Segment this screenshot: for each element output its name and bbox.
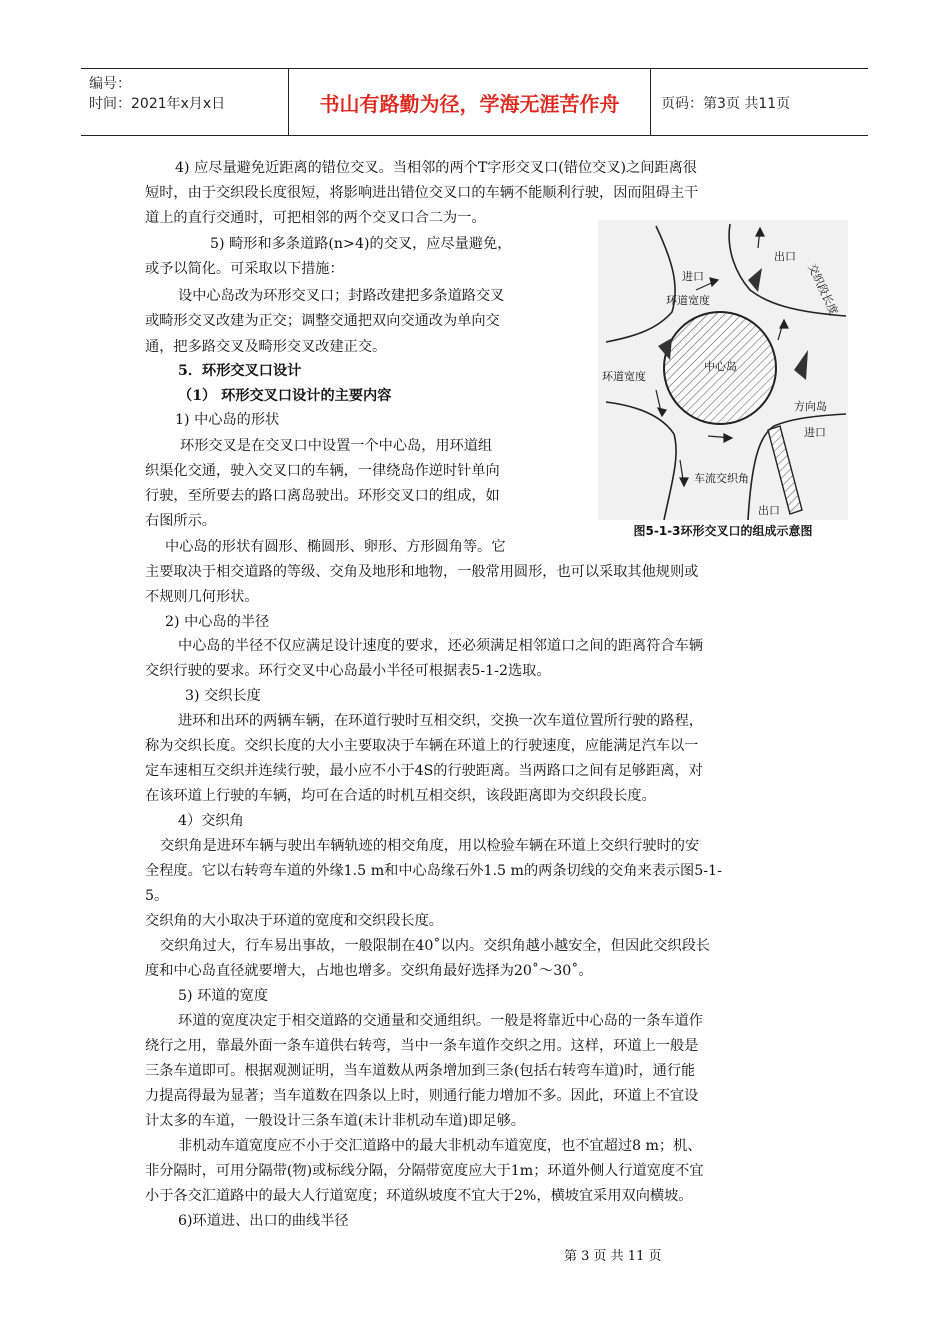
body-line: 交织角的大小取决于环道的宽度和交织段长度。 xyxy=(145,913,443,929)
item-heading: 6)环道进、出口的曲线半径 xyxy=(178,1213,349,1229)
body-line: 中心岛的半径不仅应满足设计速度的要求，还必须满足相邻道口之间的距离符合车辆 xyxy=(178,638,703,654)
body-line: 4) 应尽量避免近距离的错位交叉。当相邻的两个T字形交叉口(错位交叉)之间距离很 xyxy=(175,160,697,176)
body-line: 称为交织长度。交织长度的大小主要取决于车辆在环道上的行驶速度，应能满足汽车以一 xyxy=(145,738,699,754)
body-line: 5。 xyxy=(145,888,169,904)
figure-caption: 图5-1-3环形交叉口的组成示意图 xyxy=(633,524,813,538)
header-left-cell xyxy=(81,69,289,135)
body-line: 织渠化交通，驶入交叉口的车辆，一律绕岛作逆时针单向 xyxy=(145,463,500,479)
body-line: 计太多的车道，一般设计三条车道(未计非机动车道)即足够。 xyxy=(145,1113,525,1129)
item-heading: 1) 中心岛的形状 xyxy=(175,412,280,428)
body-line: 短时，由于交织段长度很短，将影响进出错位交叉口的车辆不能顺利行驶，因而阻碍主干 xyxy=(145,185,699,201)
body-line: 环形交叉是在交叉口中设置一个中心岛，用环道组 xyxy=(180,438,493,454)
label-exit-bottom: 出口 xyxy=(758,504,780,517)
body-line: 行驶，至所要去的路口离岛驶出。环形交叉口的组成，如 xyxy=(145,488,500,504)
body-line: 度和中心岛直径就要增大，占地也增多。交织角最好选择为20˚～30˚。 xyxy=(145,963,593,979)
label-center-island: 中心岛 xyxy=(704,360,737,373)
label-entrance-right: 进口 xyxy=(804,426,826,439)
body-line: 非机动车道宽度应不小于交汇道路中的最大非机动车道宽度，也不宜超过8 m；机、 xyxy=(178,1138,702,1154)
body-line: 绕行之用，靠最外面一条车道供右转弯，当中一条车道作交织之用。这样，环道上一般是 xyxy=(145,1038,699,1054)
body-line: 右图所示。 xyxy=(145,513,216,529)
body-line: 道上的直行交通时，可把相邻的两个交叉口合二为一。 xyxy=(145,210,486,226)
section-heading: 5．环形交叉口设计 xyxy=(178,363,302,379)
item-heading: 3) 交织长度 xyxy=(185,688,261,704)
header-page-number: 页码：第3页 共11页 xyxy=(661,96,791,112)
body-line: 小于各交汇道路中的最大人行道宽度；环道纵坡度不宜大于2%，横坡宜采用双向横坡。 xyxy=(145,1188,693,1204)
body-line: 交织角是进环车辆与驶出车辆轨迹的相交角度，用以检验车辆在环道上交织行驶时的安 xyxy=(160,838,700,854)
body-line: 全程度。它以右转弯车道的外缘1.5 m和中心岛缘石外1.5 m的两条切线的交角来表示图5-1- xyxy=(145,863,722,879)
label-ring-width-top: 环道宽度 xyxy=(666,294,710,307)
item-heading: 2) 中心岛的半径 xyxy=(165,614,270,630)
body-line: 主要取决于相交道路的等级、交角及地形和地物，一般常用圆形，也可以采取其他规则或 xyxy=(145,564,699,580)
item-heading: 5) 环道的宽度 xyxy=(178,988,269,1004)
body-line: 非分隔时，可用分隔带(物)或标线分隔，分隔带宽度应大于1m；环道外侧人行道宽度不宜 xyxy=(145,1163,704,1179)
label-ring-width-left: 环道宽度 xyxy=(602,370,646,383)
label-direction-island: 方向岛 xyxy=(794,400,827,413)
page-header xyxy=(81,68,868,136)
label-exit-top: 出口 xyxy=(774,250,796,263)
page-footer: 第 3 页 共 11 页 xyxy=(564,1249,662,1264)
body-line: 在该环道上行驶的车辆，均可在合适的时机互相交织，该段距离即为交织段长度。 xyxy=(145,788,656,804)
body-line: 或畸形交叉改建为正交；调整交通把双向交通改为单向交 xyxy=(145,313,500,329)
roundabout-diagram xyxy=(598,220,848,520)
body-line: 不规则几何形状。 xyxy=(145,589,259,605)
body-line: 通，把多路交叉及畸形交叉改建正交。 xyxy=(145,339,387,355)
header-time: 时间：2021年x月x日 xyxy=(89,96,226,112)
body-line: 定车速相互交织并连续行驶，最小应不小于4S的行驶距离。当两路口之间有足够距离，对 xyxy=(145,763,703,779)
header-code: 编号： xyxy=(89,76,131,92)
body-line: 设中心岛改为环形交叉口；封路改建把多条道路交叉 xyxy=(178,288,505,304)
item-heading: 4）交织角 xyxy=(178,813,244,829)
subsection-heading: （1） 环形交叉口设计的主要内容 xyxy=(178,388,392,404)
label-weave-length: 交织段长度 xyxy=(805,261,841,318)
body-line: 三条车道即可。根据观测证明，当车道数从两条增加到三条(包括右转弯车道)时，通行能 xyxy=(145,1063,696,1079)
body-line: 交织角过大，行车易出事故，一般限制在40˚以内。交织角越小越安全，但因此交织段长 xyxy=(160,938,711,954)
body-line: 中心岛的形状有圆形、椭圆形、卵形、方形圆角等。它 xyxy=(165,539,506,555)
label-entrance-top: 进口 xyxy=(682,270,704,283)
body-line: 进环和出环的两辆车辆，在环道行驶时互相交织，交换一次车道位置所行驶的路程， xyxy=(178,713,703,729)
body-line: 5) 畸形和多条道路(n>4)的交叉，应尽量避免， xyxy=(210,236,512,252)
body-line: 交织行驶的要求。环行交叉中心岛最小半径可根据表5-1-2选取。 xyxy=(145,663,551,679)
header-motto: 书山有路勤为径，学海无涯苦作舟 xyxy=(289,69,651,135)
body-line: 力提高得最为显著；当车道数在四条以上时，则通行能力增加不多。因此，环道上不宜设 xyxy=(145,1088,699,1104)
label-weave-angle: 车流交织角 xyxy=(694,472,749,485)
body-line: 或予以简化。可采取以下措施： xyxy=(145,261,344,277)
body-line: 环道的宽度决定于相交道路的交通量和交通组织。一般是将靠近中心岛的一条车道作 xyxy=(178,1013,703,1029)
